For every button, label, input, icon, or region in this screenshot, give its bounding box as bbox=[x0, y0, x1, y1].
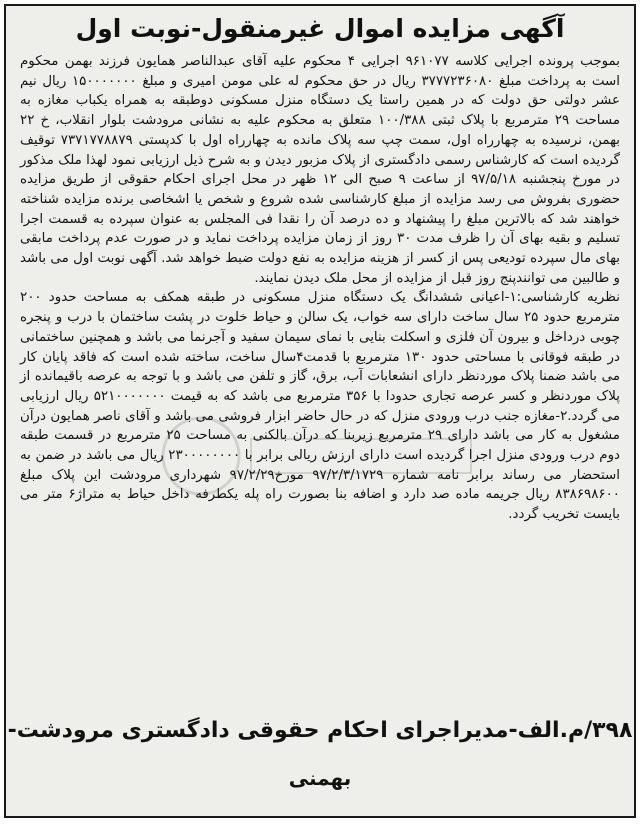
notice-signature-name: بهمنی bbox=[288, 766, 352, 790]
notice-title: آگهی مزایده اموال غیرمنقول-نوبت اول bbox=[75, 14, 565, 43]
notice-paragraph-expert-opinion: نظریه کارشناسی:۱-اعیانی ششدانگ یک دستگاه منزل مسکونی در طبقه همکف به مساحت حدود ۲۰۰ مترمربع حدود ۲۵ سال ساخت دارای سه خواب، یک سالن و حیاط خلوت در پشت ساختمان با درب و پنجره چوبی درداخل و بیرون آن فلزی و اسکلت بنایی با نمای سیمان سفید و آجرنما می باشد و همچنین ساختمانی در طبقه فوقانی با مساحتی حدود ۱۳۰ مترمربع با قدمت۴سال ساخت، ساخته شده است که فاقد پایان کار می باشد ضمنا پلاک موردنظر دارای انشعابات آب، برق، گاز و تلفن می باشد و با توجه به عرصه باقیمانده از پلاک موردنظر و کسر عرصه تجاری حدودا با ۳۵۶ مترمربع می باشد که به قیمت ۵۲۱۰۰۰۰۰۰۰ ریال ارزیابی می گردد.۲-مغازه جنب درب ورودی منزل که در حال حاضر ابزار فروشی می باشد و آقای ناصر همایون درآن مشغول به کار می باشد دارای ۲۹ مترمربع زیربنا که درآن بالکنی به مساحت ۲۵ مترمربع در قسمت طبقه دوم درب ورودی منزل اجرا گردیده است دارای ارزش ریالی برابر با ۲۳۰۰۰۰۰۰۰۰ ریال می باشد در ضمن به استحضار می رساند برابر نامه شماره ۹۷/۲/۳/۱۷۲۹ مورخ۹۷/۲/۲۹ شهرداری مرودشت این پلاک مبلغ ۸۳۸۶۹۸۶۰۰ ریال جریمه ماده صد دارد و اضافه بنا بصورت راه پله یکطرفه داخل حیاط به متراژ۶ متر می بایست تخریب گردد. bbox=[20, 290, 620, 523]
notice-signature-line: ۳۹۸/م.الف-مدیراجرای احکام حقوقی دادگستری مرودشت- bbox=[7, 718, 633, 743]
notice-body bbox=[20, 52, 620, 525]
notice-paragraph-main: بموجب پرونده اجرایی کلاسه ۹۶۱۰۷۷ اجرایی ۴ محکوم علیه آقای عبدالناصر همایون فرزند بهمن محکوم است به پرداخت مبلغ ۳۷۷۷۲۳۶۰۸۰ ریال در حق محکوم له علی مومن امیری و مبلغ ۱۵۰۰۰۰۰۰۰ ریال نیم عشر دولتی حق دولت که در همین راستا یک دستگاه منزل مسکونی دوطبقه به همراه یکباب مغازه به مساحت ۲۹ مترمربع با پلاک ثبتی ۱۰۰/۳۸۸ متعلق به محکوم علیه به نشانی مرودشت بلوار انقلاب، خ ۲۲ بهمن، نرسیده به چهارراه اول، سمت چپ سه پلاک مانده به چهارراه اول با کدپستی ۷۳۷۱۷۷۸۸۷۹ توقیف گردیده است که کارشناس رسمی دادگستری از پلاک مزبور دیدن و به شرح ذیل ارزیابی نمود لهذا ملک مذکور در مورخ پنجشنبه ۹۷/۵/۱۸ از ساعت ۹ صبح الی ۱۲ ظهر در محل اجرای احکام حقوقی از طریق مزایده حضوری بفروش می رسد مزایده از مبلغ کارشناسی شده شروع و شخص یا اشخاصی برنده مزایده شناخته خواهند شد که بالاترین مبلغ را پیشنهاد و ده درصد آن را نقدا فی المجلس به عنوان سپرده به قسمت اجرا تسلیم و بقیه بهای آن را ظرف مدت ۳۰ روز از زمان مزایده پرداخت نماید و در صورت عدم پرداخت مابقی بهای مال سپرده تودیعی پس از کسر از هزینه مزایده به نفع دولت ضبط خواهد شد. آگهی نوبت اول می باشد و طالبین می توانندپنج روز قبل از مزایده از محل ملک دیدن نمایند. bbox=[20, 54, 620, 286]
notice-clipping bbox=[4, 4, 636, 818]
